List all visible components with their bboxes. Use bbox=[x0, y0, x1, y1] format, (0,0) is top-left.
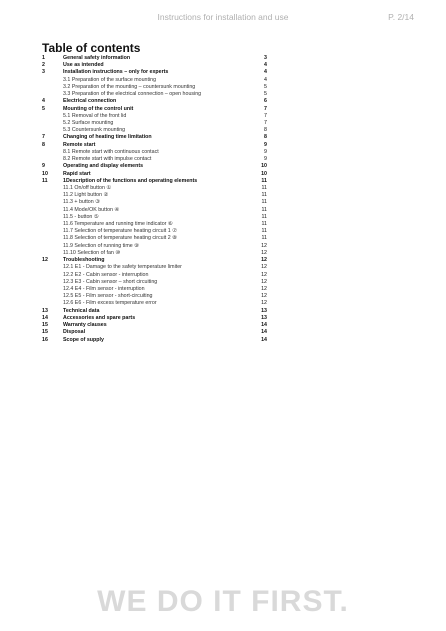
toc-page-number: 8 bbox=[264, 134, 267, 141]
toc-title: 12.6 E6 - Film excess temperature error bbox=[63, 300, 157, 307]
toc-title: Mounting of the control unit bbox=[63, 105, 134, 112]
toc-page-number: 12 bbox=[261, 271, 267, 278]
toc-title: 5.2 Surface mounting bbox=[63, 119, 114, 126]
toc-subsection-row bbox=[42, 221, 267, 228]
toc-page-number: 7 bbox=[264, 119, 267, 126]
toc-subsection-row bbox=[42, 243, 267, 250]
toc-subsection-row bbox=[42, 84, 267, 91]
toc-number: 5 bbox=[42, 105, 45, 112]
toc-title: Troubleshooting bbox=[63, 257, 105, 264]
toc-title: 12.3 E3 - Cabin sensor – short circuiting bbox=[63, 278, 158, 285]
toc-heading: Table of contents bbox=[42, 41, 141, 55]
toc-title: 11.4 Mode/OK button ④ bbox=[63, 206, 120, 213]
toc-page-number: 12 bbox=[261, 300, 267, 307]
toc-title: Use as intended bbox=[63, 62, 104, 69]
toc-page-number: 10 bbox=[261, 163, 267, 170]
toc-page-number: 11 bbox=[261, 206, 267, 213]
toc-number: 13 bbox=[42, 307, 48, 314]
toc-page-number: 5 bbox=[264, 83, 267, 90]
toc-number: 7 bbox=[42, 134, 45, 141]
toc-title: Rapid start bbox=[63, 170, 91, 177]
toc-section-row bbox=[42, 171, 267, 178]
toc-title: 11.1 On/off button ① bbox=[63, 184, 112, 191]
toc-page-number: 14 bbox=[261, 322, 267, 329]
table-of-contents bbox=[42, 55, 267, 344]
toc-page-number: 11 bbox=[261, 228, 267, 235]
toc-subsection-row bbox=[42, 77, 267, 84]
toc-page-number: 12 bbox=[261, 293, 267, 300]
toc-title: 11.10 Selection of fan ⑩ bbox=[63, 249, 121, 256]
toc-page-number: 12 bbox=[261, 257, 267, 264]
toc-number: 4 bbox=[42, 98, 45, 105]
toc-page-number: 3 bbox=[264, 55, 267, 61]
toc-subsection-row bbox=[42, 113, 267, 120]
toc-number: 3 bbox=[42, 69, 45, 76]
toc-number: 8 bbox=[42, 141, 45, 148]
toc-title: 8.1 Remote start with continuous contact bbox=[63, 148, 159, 155]
toc-page-number: 5 bbox=[264, 91, 267, 98]
toc-subsection-row bbox=[42, 207, 267, 214]
toc-subsection-row bbox=[42, 228, 267, 235]
toc-title: 5.1 Removal of the front lid bbox=[63, 112, 127, 119]
toc-title: 11.2 Light button ② bbox=[63, 192, 109, 199]
toc-page-number: 11 bbox=[261, 192, 267, 199]
toc-section-row bbox=[42, 178, 267, 185]
toc-page-number: 12 bbox=[261, 278, 267, 285]
toc-page-number: 12 bbox=[261, 264, 267, 271]
toc-section-row bbox=[42, 257, 267, 264]
toc-title: 11.5 - button ⑤ bbox=[63, 213, 99, 220]
toc-page-number: 11 bbox=[261, 221, 267, 228]
toc-title: 11.6 Temperature and running time indicator ⑥ bbox=[63, 221, 173, 228]
toc-title: 11.8 Selection of temperature heating circuit 2 ⑧ bbox=[63, 235, 177, 242]
toc-page-number: 9 bbox=[264, 141, 267, 148]
toc-page-number: 12 bbox=[261, 286, 267, 292]
toc-number: 11 bbox=[42, 177, 48, 184]
toc-title: Scope of supply bbox=[63, 336, 104, 343]
toc-title: 12.2 E2 - Cabin sensor - interruption bbox=[63, 271, 149, 278]
toc-subsection-row bbox=[42, 300, 267, 307]
toc-page-number: 12 bbox=[261, 249, 267, 256]
toc-subsection-row bbox=[42, 199, 267, 206]
toc-title: 1Description of the functions and operating elements bbox=[63, 177, 198, 184]
toc-section-row bbox=[42, 322, 267, 329]
toc-section-row bbox=[42, 98, 267, 105]
toc-subsection-row bbox=[42, 149, 267, 156]
toc-title: 11.7 Selection of temperature heating circuit 1 ⑦ bbox=[63, 228, 177, 235]
toc-title: Technical data bbox=[63, 307, 100, 314]
toc-title: Operating and display elements bbox=[63, 163, 144, 170]
toc-page-number: 7 bbox=[264, 112, 267, 119]
toc-subsection-row bbox=[42, 120, 267, 127]
toc-subsection-row bbox=[42, 127, 267, 134]
toc-title: Installation instructions – only for experts bbox=[63, 69, 169, 76]
toc-page-number: 11 bbox=[261, 177, 267, 184]
toc-title: 5.3 Countersunk mounting bbox=[63, 127, 126, 134]
toc-section-row bbox=[42, 134, 267, 141]
toc-subsection-row bbox=[42, 286, 267, 293]
toc-section-row bbox=[42, 69, 267, 76]
toc-title: Disposal bbox=[63, 329, 86, 336]
toc-subsection-row bbox=[42, 279, 267, 286]
toc-title: 3.3 Preparation of the electrical connection – open housing bbox=[63, 91, 202, 98]
toc-section-row bbox=[42, 308, 267, 315]
toc-number: 14 bbox=[42, 314, 48, 321]
toc-title: Electrical connection bbox=[63, 98, 117, 105]
toc-title: Changing of heating time limitation bbox=[63, 134, 152, 141]
toc-title: General safety information bbox=[63, 55, 131, 61]
toc-page-number: 10 bbox=[261, 170, 267, 177]
document-title: Instructions for installation and use bbox=[157, 12, 289, 22]
toc-page-number: 9 bbox=[264, 148, 267, 155]
toc-section-row bbox=[42, 329, 267, 336]
toc-number: 9 bbox=[42, 163, 45, 170]
toc-title: 11.3 + button ③ bbox=[63, 199, 100, 206]
toc-title: 12.4 E4 - Film sensor - interruption bbox=[63, 286, 145, 292]
toc-page-number: 14 bbox=[261, 329, 267, 336]
toc-subsection-row bbox=[42, 250, 267, 257]
toc-section-row bbox=[42, 315, 267, 322]
toc-page-number: 11 bbox=[261, 235, 267, 242]
toc-title: 11.9 Selection of running time ⑨ bbox=[63, 242, 139, 249]
toc-subsection-row bbox=[42, 293, 267, 300]
toc-section-row bbox=[42, 62, 267, 69]
toc-page-number: 11 bbox=[261, 213, 267, 220]
toc-page-number: 8 bbox=[264, 127, 267, 134]
toc-page-number: 9 bbox=[264, 156, 267, 163]
toc-page-number: 11 bbox=[261, 199, 267, 206]
toc-number: 1 bbox=[42, 55, 45, 61]
toc-number: 2 bbox=[42, 62, 45, 69]
toc-page-number: 14 bbox=[261, 336, 267, 343]
toc-page-number: 11 bbox=[261, 184, 267, 191]
toc-subsection-row bbox=[42, 214, 267, 221]
toc-page-number: 4 bbox=[264, 76, 267, 83]
toc-page-number: 4 bbox=[264, 69, 267, 76]
toc-number: 12 bbox=[42, 257, 48, 264]
footer-slogan: WE DO IT FIRST. bbox=[97, 585, 349, 618]
toc-title: Warranty clauses bbox=[63, 322, 107, 329]
toc-page-number: 4 bbox=[264, 62, 267, 69]
toc-number: 15 bbox=[42, 322, 48, 329]
toc-title: 8.2 Remote start with impulse contact bbox=[63, 156, 152, 163]
toc-page-number: 7 bbox=[264, 105, 267, 112]
toc-title: 3.1 Preparation of the surface mounting bbox=[63, 76, 157, 83]
toc-subsection-row bbox=[42, 272, 267, 279]
toc-number: 16 bbox=[42, 336, 48, 343]
toc-subsection-row bbox=[42, 156, 267, 163]
toc-title: 12.5 E5 - Film sensor - short-circuiting bbox=[63, 293, 153, 300]
toc-subsection-row bbox=[42, 91, 267, 98]
toc-title: Accessories and spare parts bbox=[63, 314, 136, 321]
toc-page-number: 13 bbox=[261, 307, 267, 314]
toc-title: 12.1 E1 - Damage to the safety temperature limiter bbox=[63, 264, 182, 271]
page-number: P. 2/14 bbox=[388, 12, 414, 22]
toc-number: 15 bbox=[42, 329, 48, 336]
toc-number: 10 bbox=[42, 170, 48, 177]
toc-section-row bbox=[42, 337, 267, 344]
toc-page-number: 12 bbox=[261, 242, 267, 249]
toc-section-row bbox=[42, 142, 267, 149]
toc-subsection-row bbox=[42, 235, 267, 242]
toc-page-number: 6 bbox=[264, 98, 267, 105]
toc-subsection-row bbox=[42, 192, 267, 199]
toc-title: Remote start bbox=[63, 141, 96, 148]
toc-section-row bbox=[42, 106, 267, 113]
toc-subsection-row bbox=[42, 264, 267, 271]
toc-title: 3.2 Preparation of the mounting – countersunk mounting bbox=[63, 83, 196, 90]
toc-section-row bbox=[42, 163, 267, 170]
toc-section-row bbox=[42, 55, 267, 62]
toc-subsection-row bbox=[42, 185, 267, 192]
toc-page-number: 13 bbox=[261, 314, 267, 321]
